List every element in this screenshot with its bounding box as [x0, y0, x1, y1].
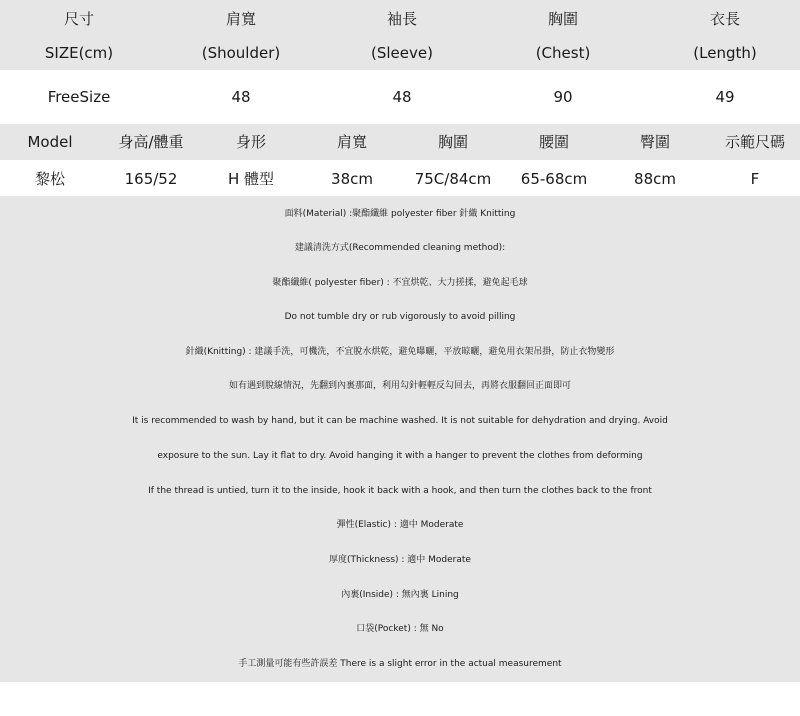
- model-row-band: [0, 160, 800, 196]
- thread-repair-line: 如有遇到脫線情況，先翻到內裏那面，利用勾針輕輕反勾回去，再將衣服翻回正面即可: [228, 381, 571, 391]
- thread-repair-en-line: If the thread is untied, turn it to the inside, hook it back with a hook, and then turn the clothes back to the front: [148, 486, 652, 496]
- model-value-hip: 88cm: [634, 170, 676, 188]
- knitting-care-en-line-1: It is recommended to wash by hand, but it can be machine washed. It is not suitable for dehydration and drying. Avoid: [132, 416, 668, 426]
- thickness-line: 厚度(Thickness) : 適中 Moderate: [329, 555, 471, 565]
- size-value-size: FreeSize: [47, 88, 111, 106]
- model-header-shoulder: 肩寬: [336, 133, 368, 151]
- model-value-waist: 65-68cm: [520, 170, 588, 188]
- model-header-height-weight: 身高/體重: [118, 133, 184, 151]
- measurement-error-line: 手工測量可能有些許誤差 There is a slight error in the actual measurement: [238, 659, 562, 669]
- inside-line: 內裏(Inside) : 無內裏 Lining: [341, 590, 459, 600]
- size-value-length: 49: [715, 88, 735, 106]
- model-value-chest: 75C/84cm: [414, 170, 492, 188]
- size-value-shoulder: 48: [231, 88, 251, 106]
- model-header-body-type: 身形: [235, 133, 267, 151]
- size-header-chest: 胸圍: [547, 10, 579, 28]
- model-header-size: 示範尺碼: [724, 133, 786, 151]
- size-header-sleeve: 袖長: [386, 10, 418, 28]
- size-header-size-en: SIZE(cm): [44, 44, 114, 62]
- size-value-chest: 90: [553, 88, 573, 106]
- polyester-care-en-line: Do not tumble dry or rub vigorously to avoid pilling: [284, 312, 516, 322]
- size-header-length: 衣長: [709, 10, 741, 28]
- model-value-shoulder: 38cm: [331, 170, 373, 188]
- model-value-height-weight: 165/52: [124, 170, 178, 188]
- size-header-chest-en: (Chest): [535, 44, 591, 62]
- knitting-care-en-line-2: exposure to the sun. Lay it flat to dry. Avoid hanging it with a hanger to prevent the clothes from deforming: [157, 451, 643, 461]
- model-header-model: Model: [27, 133, 73, 151]
- cleaning-method-heading: 建議清洗方式(Recommended cleaning method):: [294, 243, 506, 253]
- elastic-line: 彈性(Elastic) : 適中 Moderate: [336, 520, 464, 530]
- model-header-hip: 臀圍: [639, 133, 671, 151]
- polyester-care-line: 聚酯纖維( polyester fiber) : 不宜烘乾、大力搓揉，避免起毛球: [272, 278, 528, 288]
- size-header-size: 尺寸: [63, 10, 95, 28]
- model-header-chest: 胸圍: [437, 133, 469, 151]
- material-line: 面料(Material) :聚酯纖維 polyester fiber 針織 Knitting: [284, 209, 516, 219]
- size-header-shoulder-en: (Shoulder): [201, 44, 281, 62]
- model-header-waist: 腰圍: [538, 133, 570, 151]
- model-value-body-type: H 體型: [227, 170, 275, 188]
- size-header-length-en: (Length): [693, 44, 757, 62]
- model-value-name: 黎松: [34, 170, 66, 188]
- knitting-care-line: 針織(Knitting) : 建議手洗，可機洗，不宜脫水烘乾，避免曝曬，平放晾曬，避免用衣架吊掛，防止衣物變形: [185, 347, 615, 357]
- size-header-sleeve-en: (Sleeve): [371, 44, 433, 62]
- info-band: [0, 196, 800, 682]
- model-value-size: F: [750, 170, 760, 188]
- pocket-line: 口袋(Pocket) : 無 No: [356, 624, 444, 634]
- size-value-sleeve: 48: [392, 88, 412, 106]
- size-header-shoulder: 肩寬: [225, 10, 257, 28]
